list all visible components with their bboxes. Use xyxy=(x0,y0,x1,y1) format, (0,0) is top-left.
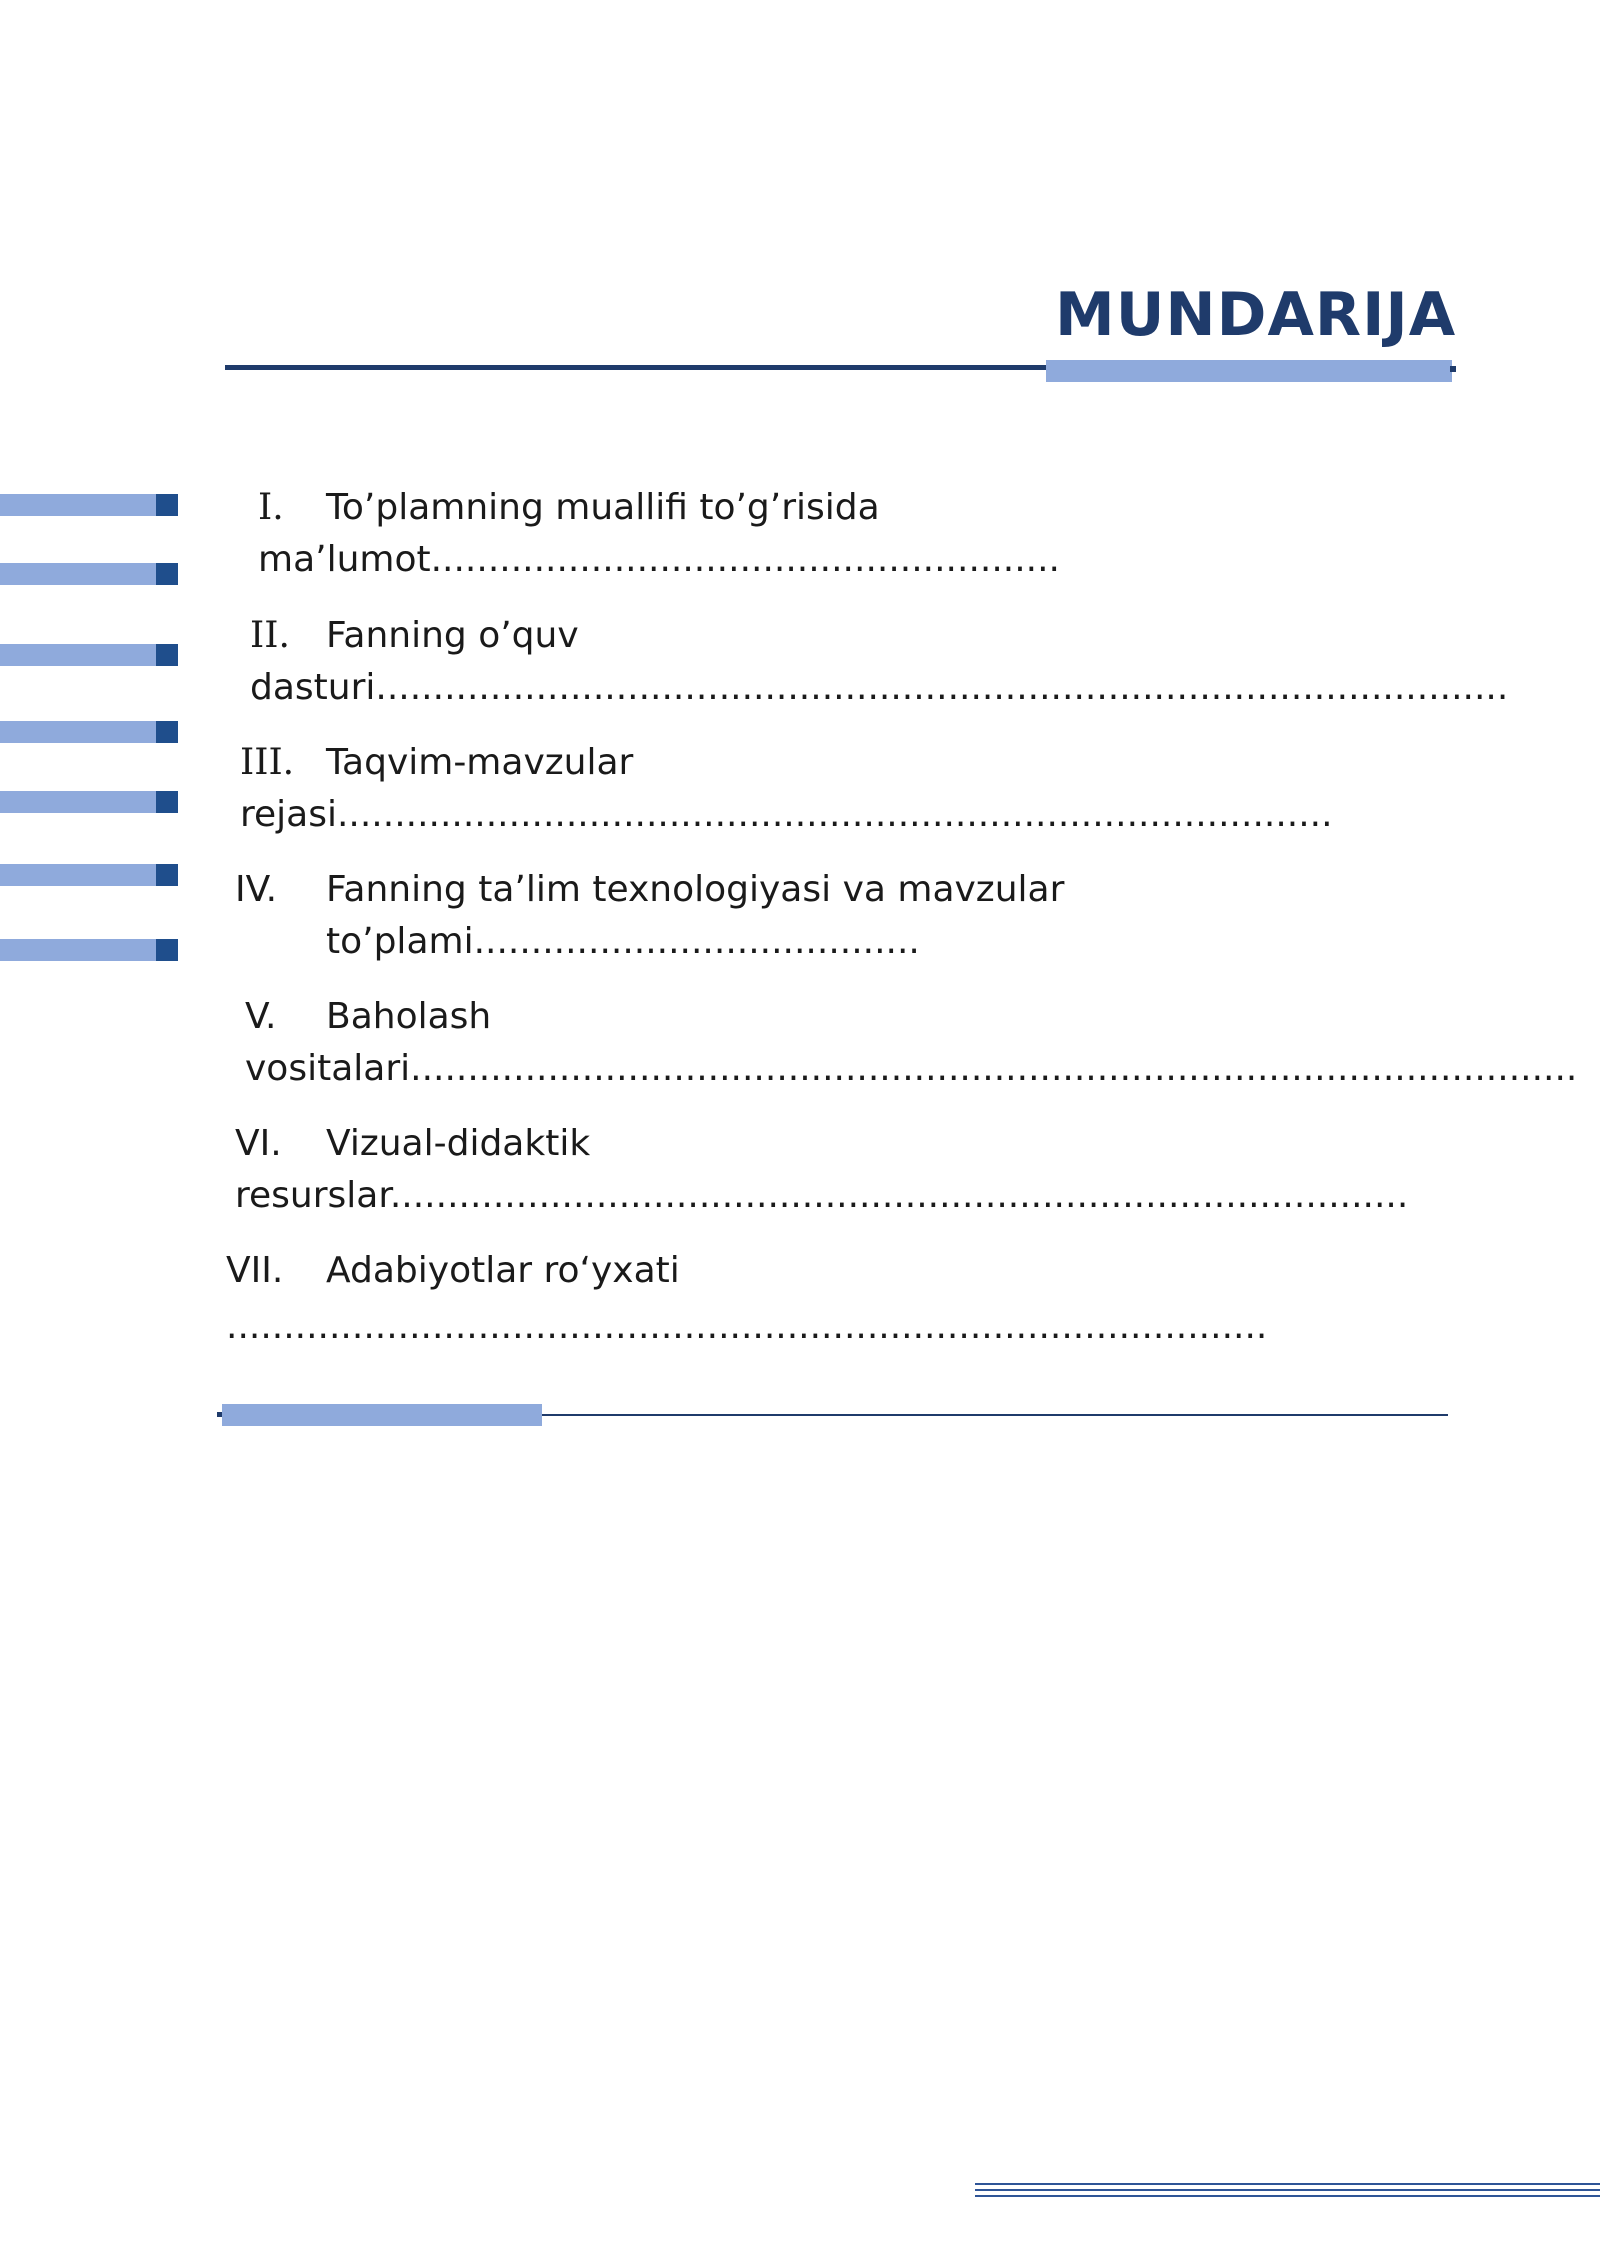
side-mark xyxy=(0,864,178,886)
title-underline xyxy=(225,365,1047,370)
toc-continuation: ........................................................................................... xyxy=(226,1306,1268,1347)
toc-number: VII. xyxy=(226,1250,284,1291)
toc-title: Adabiyotlar ro‘yxati xyxy=(326,1250,680,1291)
toc-title: Taqvim-mavzular xyxy=(326,742,634,783)
toc-number: VI. xyxy=(235,1123,282,1164)
footer-rule xyxy=(975,2183,1600,2185)
toc-bottom-accent-bar xyxy=(222,1404,542,1426)
toc-continuation: to’plami....................................... xyxy=(326,921,920,962)
toc-title: To’plamning muallifi to’g’risida xyxy=(326,487,880,528)
side-mark xyxy=(0,563,178,585)
side-mark xyxy=(0,721,178,743)
toc-number: I. xyxy=(258,487,284,528)
side-mark xyxy=(0,644,178,666)
side-mark xyxy=(0,939,178,961)
toc-continuation: dasturi................................................................................................... xyxy=(250,667,1509,708)
toc-continuation: rejasi....................................................................................... xyxy=(240,794,1333,835)
page-title: MUNDARIJA xyxy=(1055,280,1457,350)
toc-title: Fanning ta’lim texnologiyasi va mavzular xyxy=(326,869,1065,910)
toc-title: Fanning o’quv xyxy=(326,615,579,656)
toc-title: Vizual-didaktik xyxy=(326,1123,591,1164)
toc-continuation: vositalari...................................................................................................... xyxy=(245,1048,1578,1089)
toc-title: Baholash xyxy=(326,996,492,1037)
side-mark xyxy=(0,494,178,516)
toc-continuation: resurslar......................................................................................... xyxy=(235,1175,1409,1216)
title-accent-dot xyxy=(1450,366,1456,372)
footer-rule xyxy=(975,2195,1600,2197)
footer-rule xyxy=(975,2189,1600,2191)
title-accent-bar xyxy=(1046,360,1452,382)
side-mark xyxy=(0,791,178,813)
toc-bottom-accent-dot xyxy=(217,1412,222,1417)
toc-number: II. xyxy=(250,615,290,656)
toc-number: IV. xyxy=(235,869,278,910)
toc-continuation: ma’lumot....................................................... xyxy=(258,539,1060,580)
toc-number: III. xyxy=(240,742,295,783)
toc-number: V. xyxy=(245,996,277,1037)
